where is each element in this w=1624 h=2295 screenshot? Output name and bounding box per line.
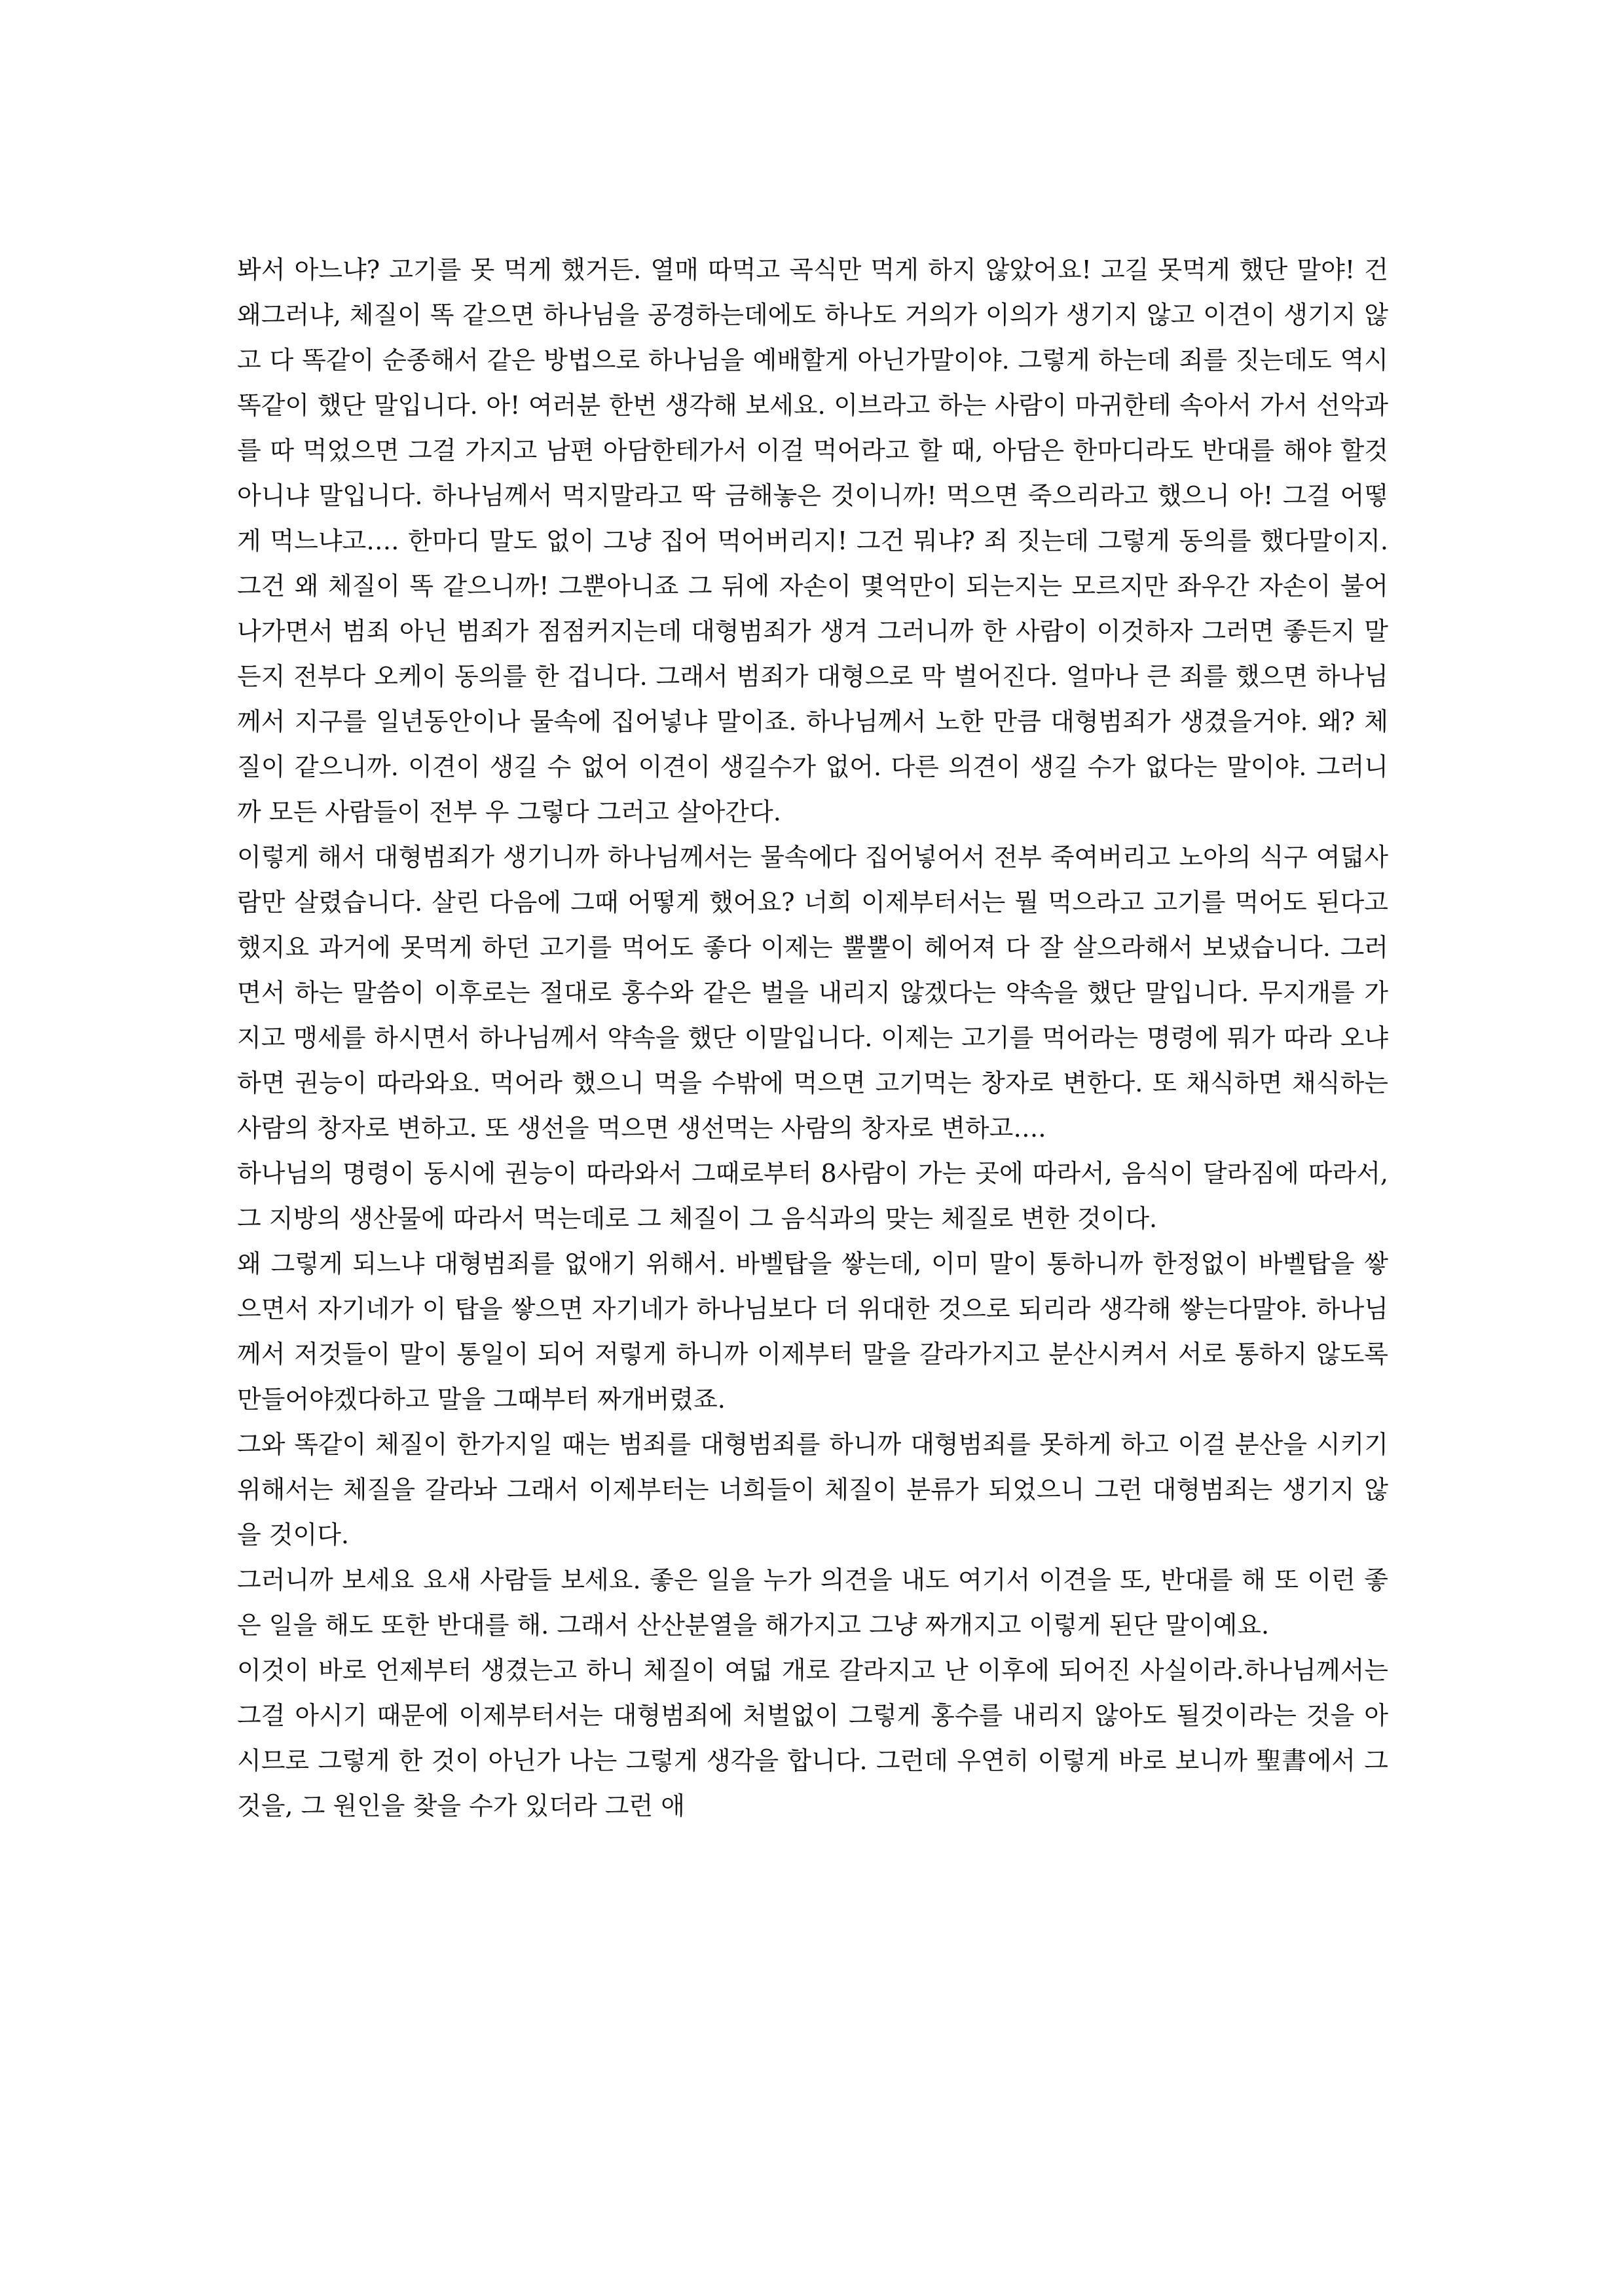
paragraph: 그러니까 보세요 요새 사람들 보세요. 좋은 일을 누가 의견을 내도 여기서 이견을 또, 반대를 해 또 이런 좋은 일을 해도 또한 반대를 해. 그래서 산산분열을 해가지고 그냥 짜개지고 이렇게 된단 말이예요. bbox=[237, 1566, 1388, 1640]
paragraph: 봐서 아느냐? 고기를 못 먹게 했거든. 열매 따먹고 곡식만 먹게 하지 않았어요! 고길 못먹게 했단 말야! 건 왜그러냐, 체질이 똑 같으면 하나님을 공경하는데에도 하나도 거의가 이의가 생기지 않고 이견이 생기지 않고 다 똑같이 순종해서 같은 방법으로 하나님을 예배할게 아닌가말이야. 그렇게 하는데 죄를 짓는데도 역시 똑같이 했단 말입니다. 아! 여러분 한번 생각해 보세요. 이브라고 하는 사람이 마귀한테 속아서 가서 선악과를 따 먹었으면 그걸 가지고 남편 아담한테가서 이걸 먹어라고 할 때, 아담은 한마디라도 반대를 해야 할것 아니냐 말입니다. 하나님께서 먹지말라고 딱 금해놓은 것이니까! 먹으면 죽으리라고 했으니 아! 그걸 어떻게 먹느냐고…. 한마디 말도 없이 그냥 집어 먹어버리지! 그건 뭐냐? 죄 짓는데 그렇게 동의를 했다말이지. 그건 왜 체질이 똑 같으니까! 그뿐아니죠 그 뒤에 자손이 몇억만이 되는지는 모르지만 좌우간 자손이 불어나가면서 범죄 아닌 범죄가 점점커지는데 대형범죄가 생겨 그러니까 한 사람이 이것하자 그러면 좋든지 말든지 전부다 오케이 동의를 한 겁니다. 그래서 범죄가 대형으로 막 벌어진다. 얼마나 큰 죄를 했으면 하나님께서 지구를 일년동안이나 물속에 집어넣냐 말이죠. 하나님께서 노한 만큼 대형범죄가 생겼을거야. 왜? 체질이 같으니까. 이견이 생길 수 없어 이견이 생길수가 없어. 다른 의견이 생길 수가 없다는 말이야. 그러니까 모든 사람들이 전부 우 그렇다 그러고 살아간다. bbox=[237, 255, 1388, 826]
paragraph: 왜 그렇게 되느냐 대형범죄를 없애기 위해서. 바벨탑을 쌓는데, 이미 말이 통하니까 한정없이 바벨탑을 쌓으면서 자기네가 이 탑을 쌓으면 자기네가 하나님보다 더 위대한 것으로 되리라 생각해 쌓는다말야. 하나님께서 저것들이 말이 통일이 되어 저렇게 하니까 이제부터 말을 갈라가지고 분산시켜서 서로 통하지 않도록 만들어야겠다하고 말을 그때부터 짜개버렸죠. bbox=[237, 1249, 1388, 1414]
paragraph: 그와 똑같이 체질이 한가지일 때는 범죄를 대형범죄를 하니까 대형범죄를 못하게 하고 이걸 분산을 시키기 위해서는 체질을 갈라놔 그래서 이제부터는 너희들이 체질이 분류가 되었으니 그런 대형범죄는 생기지 않을 것이다. bbox=[237, 1430, 1388, 1549]
body-text bbox=[237, 248, 1388, 1829]
paragraph: 하나님의 명령이 동시에 권능이 따라와서 그때로부터 8사람이 가는 곳에 따라서, 음식이 달라짐에 따라서, 그 지방의 생산물에 따라서 먹는데로 그 체질이 그 음식과의 맞는 체질로 변한 것이다. bbox=[237, 1159, 1388, 1233]
paragraph: 이것이 바로 언제부터 생겼는고 하니 체질이 여덟 개로 갈라지고 난 이후에 되어진 사실이라.하나님께서는 그걸 아시기 때문에 이제부터서는 대형범죄에 처벌없이 그렇게 홍수를 내리지 않아도 될것이라는 것을 아시므로 그렇게 한 것이 아닌가 나는 그렇게 생각을 합니다. 그런데 우연히 이렇게 바로 보니까 聖書에서 그것을, 그 원인을 찾을 수가 있더라 그런 애 bbox=[237, 1656, 1388, 1820]
paragraph: 이렇게 해서 대형범죄가 생기니까 하나님께서는 물속에다 집어넣어서 전부 죽여버리고 노아의 식구 여덟사람만 살렸습니다. 살린 다음에 그때 어떻게 했어요? 너희 이제부터서는 뭘 먹으라고 고기를 먹어도 된다고 했지요 과거에 못먹게 하던 고기를 먹어도 좋다 이제는 뿔뿔이 헤어져 다 잘 살으라해서 보냈습니다. 그러면서 하는 말씀이 이후로는 절대로 홍수와 같은 벌을 내리지 않겠다는 약속을 했단 말입니다. 무지개를 가지고 맹세를 하시면서 하나님께서 약속을 했단 이말입니다. 이제는 고기를 먹어라는 명령에 뭐가 따라 오냐하면 권능이 따라와요. 먹어라 했으니 먹을 수밖에 먹으면 고기먹는 창자로 변한다. 또 채식하면 채식하는 사람의 창자로 변하고. 또 생선을 먹으면 생선먹는 사람의 창자로 변하고…. bbox=[237, 843, 1388, 1143]
